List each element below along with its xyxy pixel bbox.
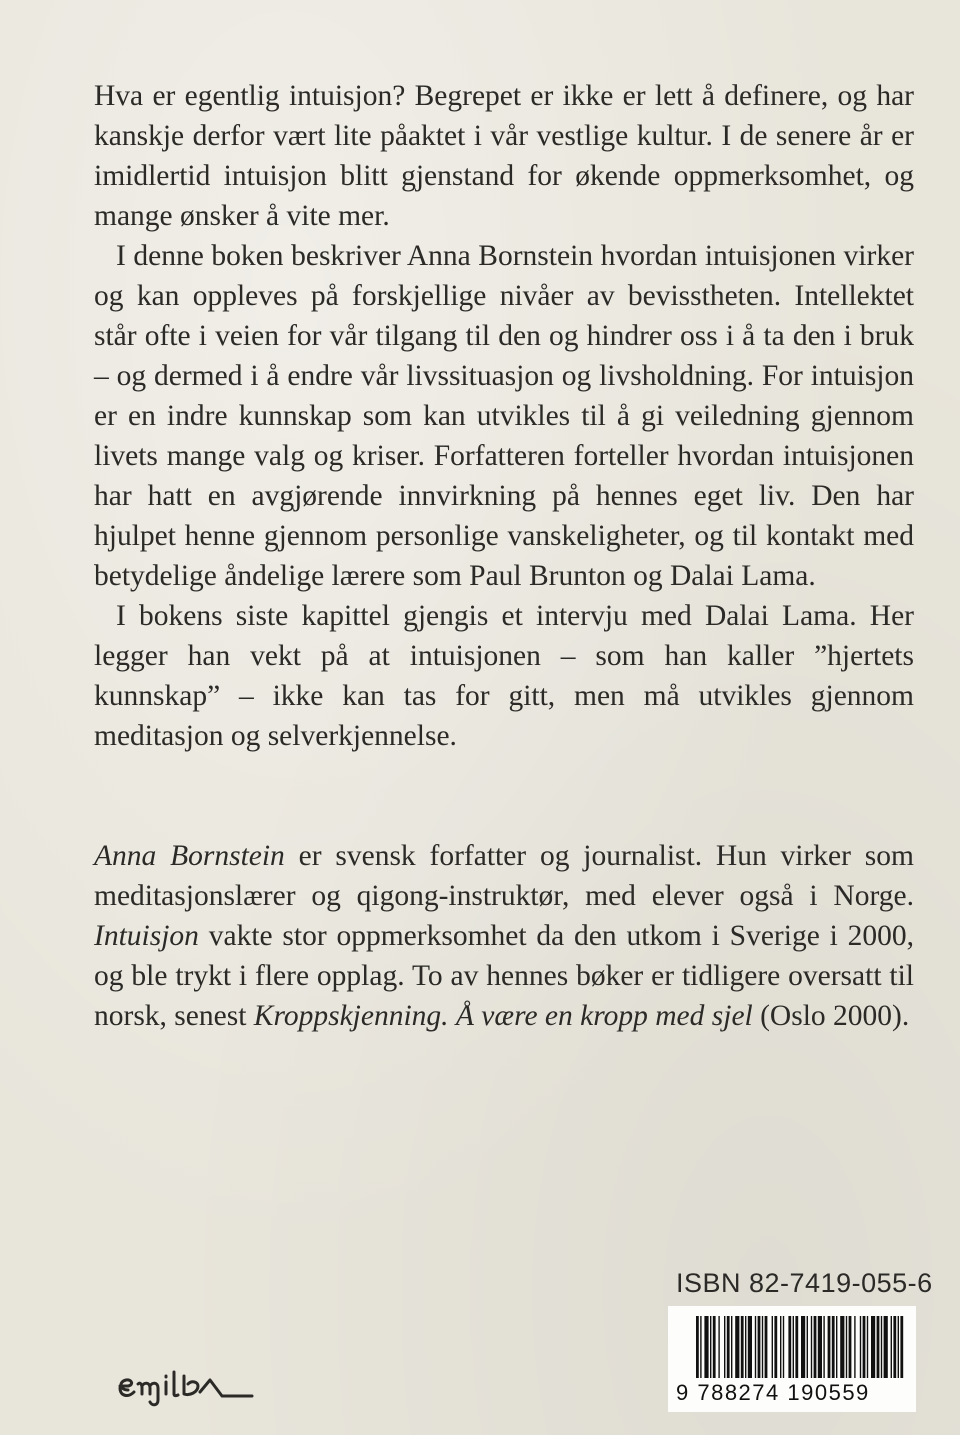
barcode-bar (741, 1316, 744, 1378)
barcode-bar (832, 1316, 835, 1378)
barcode-bar (758, 1316, 761, 1378)
blurb-paragraph-2: I denne boken beskriver Anna Bornstein hvordan intuisjonen virker og kan oppleves på forskjellige nivåer av bevisstheten. Intellektet står ofte i veien for vår tilgang til den og hindrer oss i å ta den i bruk – og dermed i å endre vår livssituasjon og livsholdning. For intuisjon er en indre kunnskap som kan utvikles til å gi veiledning gjennom livets mange valg og kriser. Forfatteren forteller hvordan intuisjonen har hatt en avgjørende innvirkning på hennes eget liv. Den har hjulpet henne gjennom personlige vanskeligheter, og til kontakt med betydelige åndelige lærere som Paul Brunton og Dalai Lama. (94, 240, 914, 592)
barcode-bar (846, 1316, 847, 1378)
barcode-bar (893, 1316, 896, 1378)
isbn-label: ISBN 82-7419-055-6 (676, 1268, 933, 1298)
barcode-bar (860, 1316, 861, 1378)
barcode-bar (772, 1316, 773, 1378)
barcode-bar (710, 1316, 711, 1378)
barcode-bar (891, 1316, 892, 1378)
barcode-bar (724, 1316, 725, 1378)
barcode-bar (748, 1316, 752, 1378)
barcode-bar (811, 1316, 812, 1378)
barcode-bar (788, 1316, 791, 1378)
barcode-bar (898, 1316, 899, 1378)
barcode-bar (727, 1316, 730, 1378)
barcode-bar (780, 1316, 781, 1378)
barcode-bar (704, 1316, 708, 1378)
barcode-bar (793, 1316, 794, 1378)
barcode-bar (696, 1316, 699, 1378)
barcode-bar (801, 1316, 805, 1378)
bio-text-3: (Oslo 2000). (752, 1000, 910, 1032)
barcode-bar (700, 1316, 701, 1378)
barcode-bar (854, 1316, 855, 1378)
barcode-bar (713, 1316, 716, 1378)
barcode-bar (884, 1316, 888, 1378)
barcode-bar (783, 1316, 784, 1378)
barcode-bar (765, 1316, 768, 1378)
barcode-bar (881, 1316, 882, 1378)
barcode-bar (863, 1316, 866, 1378)
book-title: Intuisjon (94, 920, 199, 952)
bio-text-2: vakte stor oppmerksomhet da den utkom i Sverige i 2000, og ble trykt i flere opplag. To av hennes bøker er tidligere oversatt til norsk, senest (94, 920, 914, 1032)
barcode-bar (828, 1316, 831, 1378)
barcode-bar (877, 1316, 880, 1378)
barcode-bar (823, 1316, 824, 1378)
barcode-bar (762, 1316, 763, 1378)
other-book-title: Kroppskjenning. Å være en kropp med sjel (253, 1000, 753, 1032)
barcode-bar (840, 1316, 844, 1378)
author-bio-paragraph (94, 836, 914, 1036)
barcode-digits: 9 788274 190559 (676, 1380, 870, 1405)
barcode-bar (849, 1316, 852, 1378)
barcode-bar (795, 1316, 798, 1378)
barcode-bar (818, 1316, 822, 1378)
barcode-bar (735, 1316, 739, 1378)
barcode-bar (867, 1316, 868, 1378)
blurb-text (94, 76, 914, 756)
barcode-bar (900, 1316, 903, 1378)
barcode-bar (755, 1316, 756, 1378)
barcode-bar (745, 1316, 746, 1378)
blurb-paragraph-1: Hva er egentlig intuisjon? Begrepet er ikke er lett å definere, og har kanskje derfor vært lite påaktet i vår vestlige kultur. I de senere år er imidlertid intuisjon blitt gjenstand for økende oppmerksomhet, og mange ønsker å vite mer. (94, 80, 914, 232)
barcode-bar (807, 1316, 808, 1378)
blurb-paragraph-3: I bokens siste kapittel gjengis et intervju med Dalai Lama. Her legger han vekt på at intuisjonen – som han kaller ”hjertets kunnskap” – ikke kan tas for gitt, men må utvikles gjennom meditasjon og selverkjennelse. (94, 600, 914, 752)
barcode (668, 1306, 916, 1412)
barcode-bar (814, 1316, 817, 1378)
author-bio (94, 836, 914, 1036)
barcode-bar (731, 1316, 732, 1378)
publisher-logo (114, 1362, 260, 1412)
barcode-bar (871, 1316, 875, 1378)
barcode-bar (774, 1316, 777, 1378)
author-name: Anna Bornstein (94, 840, 285, 872)
barcode-bar (718, 1316, 719, 1378)
bio-text-1: er svensk forfatter og journalist. Hun virker som meditasjonslærer og qigong-instruktør, med elever også i Norge. (94, 840, 914, 912)
barcode-bar (836, 1316, 837, 1378)
